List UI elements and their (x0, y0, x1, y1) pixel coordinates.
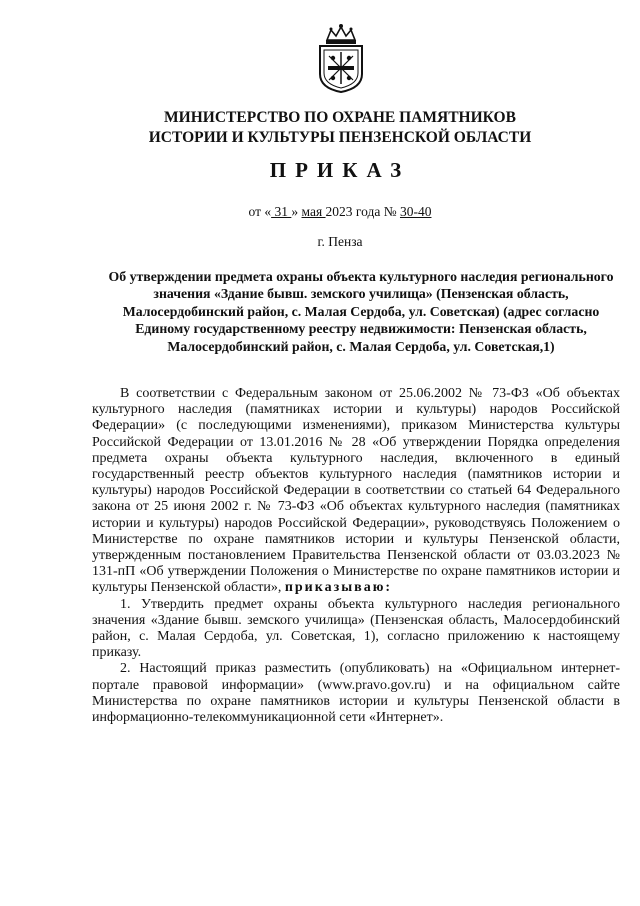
ministry-name (60, 108, 620, 148)
item-1-paragraph: 1. Утвердить предмет охраны объекта культурного наследия регионального значения «Здание бывш. земского училища» (Пензенская область, Малосердобинский район, с. Малая Сердоба, ул. Советская, 1), согласно приложению к настоящему приказу. (92, 596, 620, 661)
order-prefix: от « (248, 204, 272, 219)
item-2-paragraph: 2. Настоящий приказ разместить (опубликовать) на «Официальном интернет-портале правовой информации» (www.pravo.gov.ru) и на официальном сайте Министерства по охране памятников истории и культуры Пензенской области в информационно-телекоммуникационной сети «Интернет». (92, 661, 620, 726)
order-year: 2023 года № (325, 204, 400, 219)
document-type: ПРИКАЗ (269, 158, 411, 182)
decree-word: приказываю: (284, 580, 393, 596)
order-city: г. Пенза (317, 234, 363, 249)
order-date-number (60, 204, 620, 220)
order-heading: Об утверждении предмета охраны объекта культурного наследия регионального значения «Здание бывш. земского училища» (Пензенская область, Малосердобинский район, с. Малая Сердоба, ул. Советская) (адрес согласно Единому государственному реестру недвижимости: Пензенская область, Малосердобинский район, с. Малая Сердоба, ул. Советская,1) (108, 269, 614, 354)
order-month: мая (301, 204, 326, 219)
order-number: 30-40 (399, 204, 432, 219)
ministry-line-2: ИСТОРИИ И КУЛЬТУРЫ ПЕНЗЕНСКОЙ ОБЛАСТИ (148, 129, 532, 146)
penza-coat-of-arms-icon (313, 22, 369, 94)
order-day: 31 (271, 204, 292, 219)
preamble-text: В соответствии с Федеральным законом от 25.06.2002 № 73-ФЗ «Об объектах культурного наследия (памятниках истории и культуры) народов Российской Федерации» (с последующими изменениями), приказом Министерства культуры Российской Федерации от 13.01.2016 № 28 «Об утверждении Порядка определения предмета охраны объекта культурного наследия, включенного в единый государственный реестр объектов культурного наследия (памятников истории и культуры) народов Российской Федерации в соответствии со статьей 64 Федерального закона от 25 июня 2002 г. № 73-ФЗ «Об объектах культурного наследия (памятниках истории и культуры) народов Российской Федерации», руководствуясь Положением о Министерстве по охране памятников истории и культуры Пензенской области, утвержденным постановлением Правительства Пензенской области от 03.03.2023 № 131-пП «Об утверждении Положения о Министерстве по охране памятников истории и культуры Пензенской области», (92, 386, 620, 596)
preamble-paragraph (92, 386, 620, 597)
ministry-line-1: МИНИСТЕРСТВО ПО ОХРАНЕ ПАМЯТНИКОВ (164, 109, 516, 126)
order-month-sep: » (291, 204, 302, 219)
order-body (92, 386, 620, 726)
